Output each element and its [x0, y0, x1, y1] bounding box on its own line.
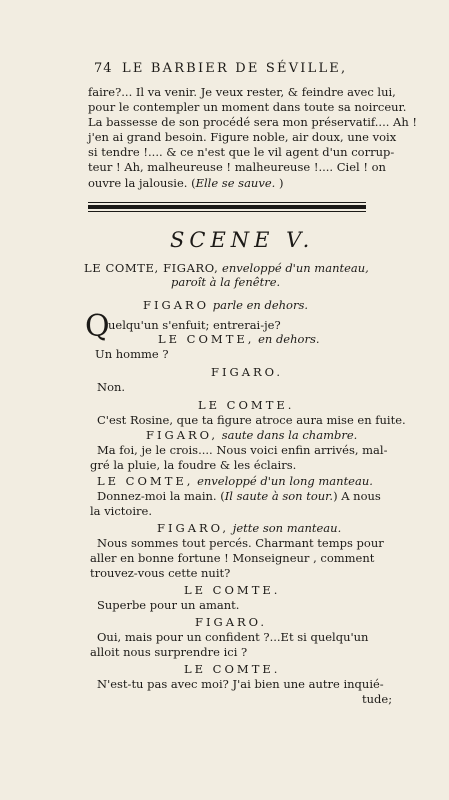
intro-line-1: faire?... Il va venir. Je veux rester, & feindre avec lui,: [88, 85, 396, 99]
dialogue-line: alloit nous surprendre ici ?: [90, 645, 248, 659]
stage-direction: enveloppé d'un long manteau.: [197, 474, 373, 488]
dialogue-line: Un homme ?: [95, 347, 169, 361]
stage-direction: saute dans la chambre.: [221, 428, 358, 442]
dialogue-line: Superbe pour un amant.: [97, 598, 240, 612]
dialogue-line: N'est-tu pas avec moi? J'ai bien une autre inquié-: [97, 677, 384, 691]
speaker-name: FIGARO,: [146, 428, 219, 442]
speaker-name: FIGARO,: [157, 521, 230, 535]
intro-line-7-text: ouvre la jalousie. (: [88, 176, 196, 190]
speaker-heading-10: LE COMTE.: [184, 662, 281, 676]
speaker-name: FIGARO: [143, 298, 210, 312]
stage-direction: parle en dehors.: [212, 298, 309, 312]
speaker-name: LE COMTE,: [97, 474, 194, 488]
dialogue-line: aller en bonne fortune ! Monseigneur , comment: [90, 551, 375, 565]
ornament-rule-thin: [88, 202, 366, 203]
dialogue-line: C'est Rosine, que ta figure atroce aura mise en fuite.: [97, 413, 406, 427]
speaker-heading-7: [157, 522, 341, 535]
dialogue-line: Non.: [97, 380, 126, 394]
cast-line-1: [84, 262, 369, 275]
speaker-heading-3: FIGARO.: [211, 365, 284, 379]
cast-names: LE COMTE, FIGARO,: [84, 261, 219, 275]
intro-line-2: pour le contempler un moment dans toute sa noirceur.: [88, 100, 407, 114]
intro-line-5: si tendre !.... & ce n'est que le vil agent d'un corrup-: [88, 145, 395, 159]
speaker-name: LE COMTE,: [158, 332, 255, 346]
dialogue-line: Oui, mais pour un confident ?...Et si quelqu'un: [97, 630, 369, 644]
speaker-heading-4: LE COMTE.: [198, 398, 295, 412]
cast-line-2: paroît à la fenêtre.: [171, 275, 281, 289]
speaker-heading-2: [158, 333, 320, 346]
cast-costume: enveloppé d'un manteau,: [222, 261, 369, 275]
scene-title: SCENE V.: [170, 228, 315, 252]
dialogue-text: ) A nous: [333, 489, 381, 503]
dialogue-line: tude;: [362, 692, 393, 706]
dialogue-line: [97, 490, 381, 503]
speaker-heading-9: FIGARO.: [195, 615, 268, 629]
intro-line-7-close: ): [275, 176, 284, 190]
stage-direction: Elle se sauve.: [195, 176, 276, 190]
stage-direction: Il saute à son tour.: [224, 489, 334, 503]
intro-line-6: teur ! Ah, malheureuse ! malheureuse !.... Ciel ! on: [88, 160, 386, 174]
speaker-heading-8: LE COMTE.: [184, 583, 281, 597]
ornament-rule-thick: [88, 205, 366, 209]
dialogue-line: la victoire.: [90, 504, 152, 518]
dialogue-line: trouvez-vous cette nuit?: [90, 566, 231, 580]
drop-cap: Q: [85, 309, 110, 344]
dialogue-text: Donnez-moi la main. (: [97, 489, 225, 503]
intro-line-3: La bassesse de son procédé sera mon préservatif.... Ah !: [88, 115, 418, 129]
ornament-rule-thin-2: [88, 211, 366, 212]
dialogue-line: gré la pluie, la foudre & les éclairs.: [90, 458, 297, 472]
speaker-heading-1: [143, 299, 308, 312]
speaker-heading-5: [146, 429, 357, 442]
dialogue-line: uelqu'un s'enfuit; entrerai-je?: [108, 318, 281, 332]
speaker-heading-6: [97, 475, 373, 488]
stage-direction: jette son manteau.: [232, 521, 342, 535]
page-number: 74: [94, 61, 113, 76]
dialogue-line: Ma foi, je le crois.... Nous voici enfin arrivés, mal-: [97, 443, 388, 457]
dialogue-line: Nous sommes tout percés. Charmant temps pour: [97, 536, 384, 550]
intro-line-4: j'en ai grand besoin. Figure noble, air doux, une voix: [88, 130, 397, 144]
stage-direction: en dehors.: [258, 332, 320, 346]
running-title: LE BARBIER DE SÉVILLE,: [122, 61, 348, 76]
intro-line-7: [88, 177, 283, 190]
